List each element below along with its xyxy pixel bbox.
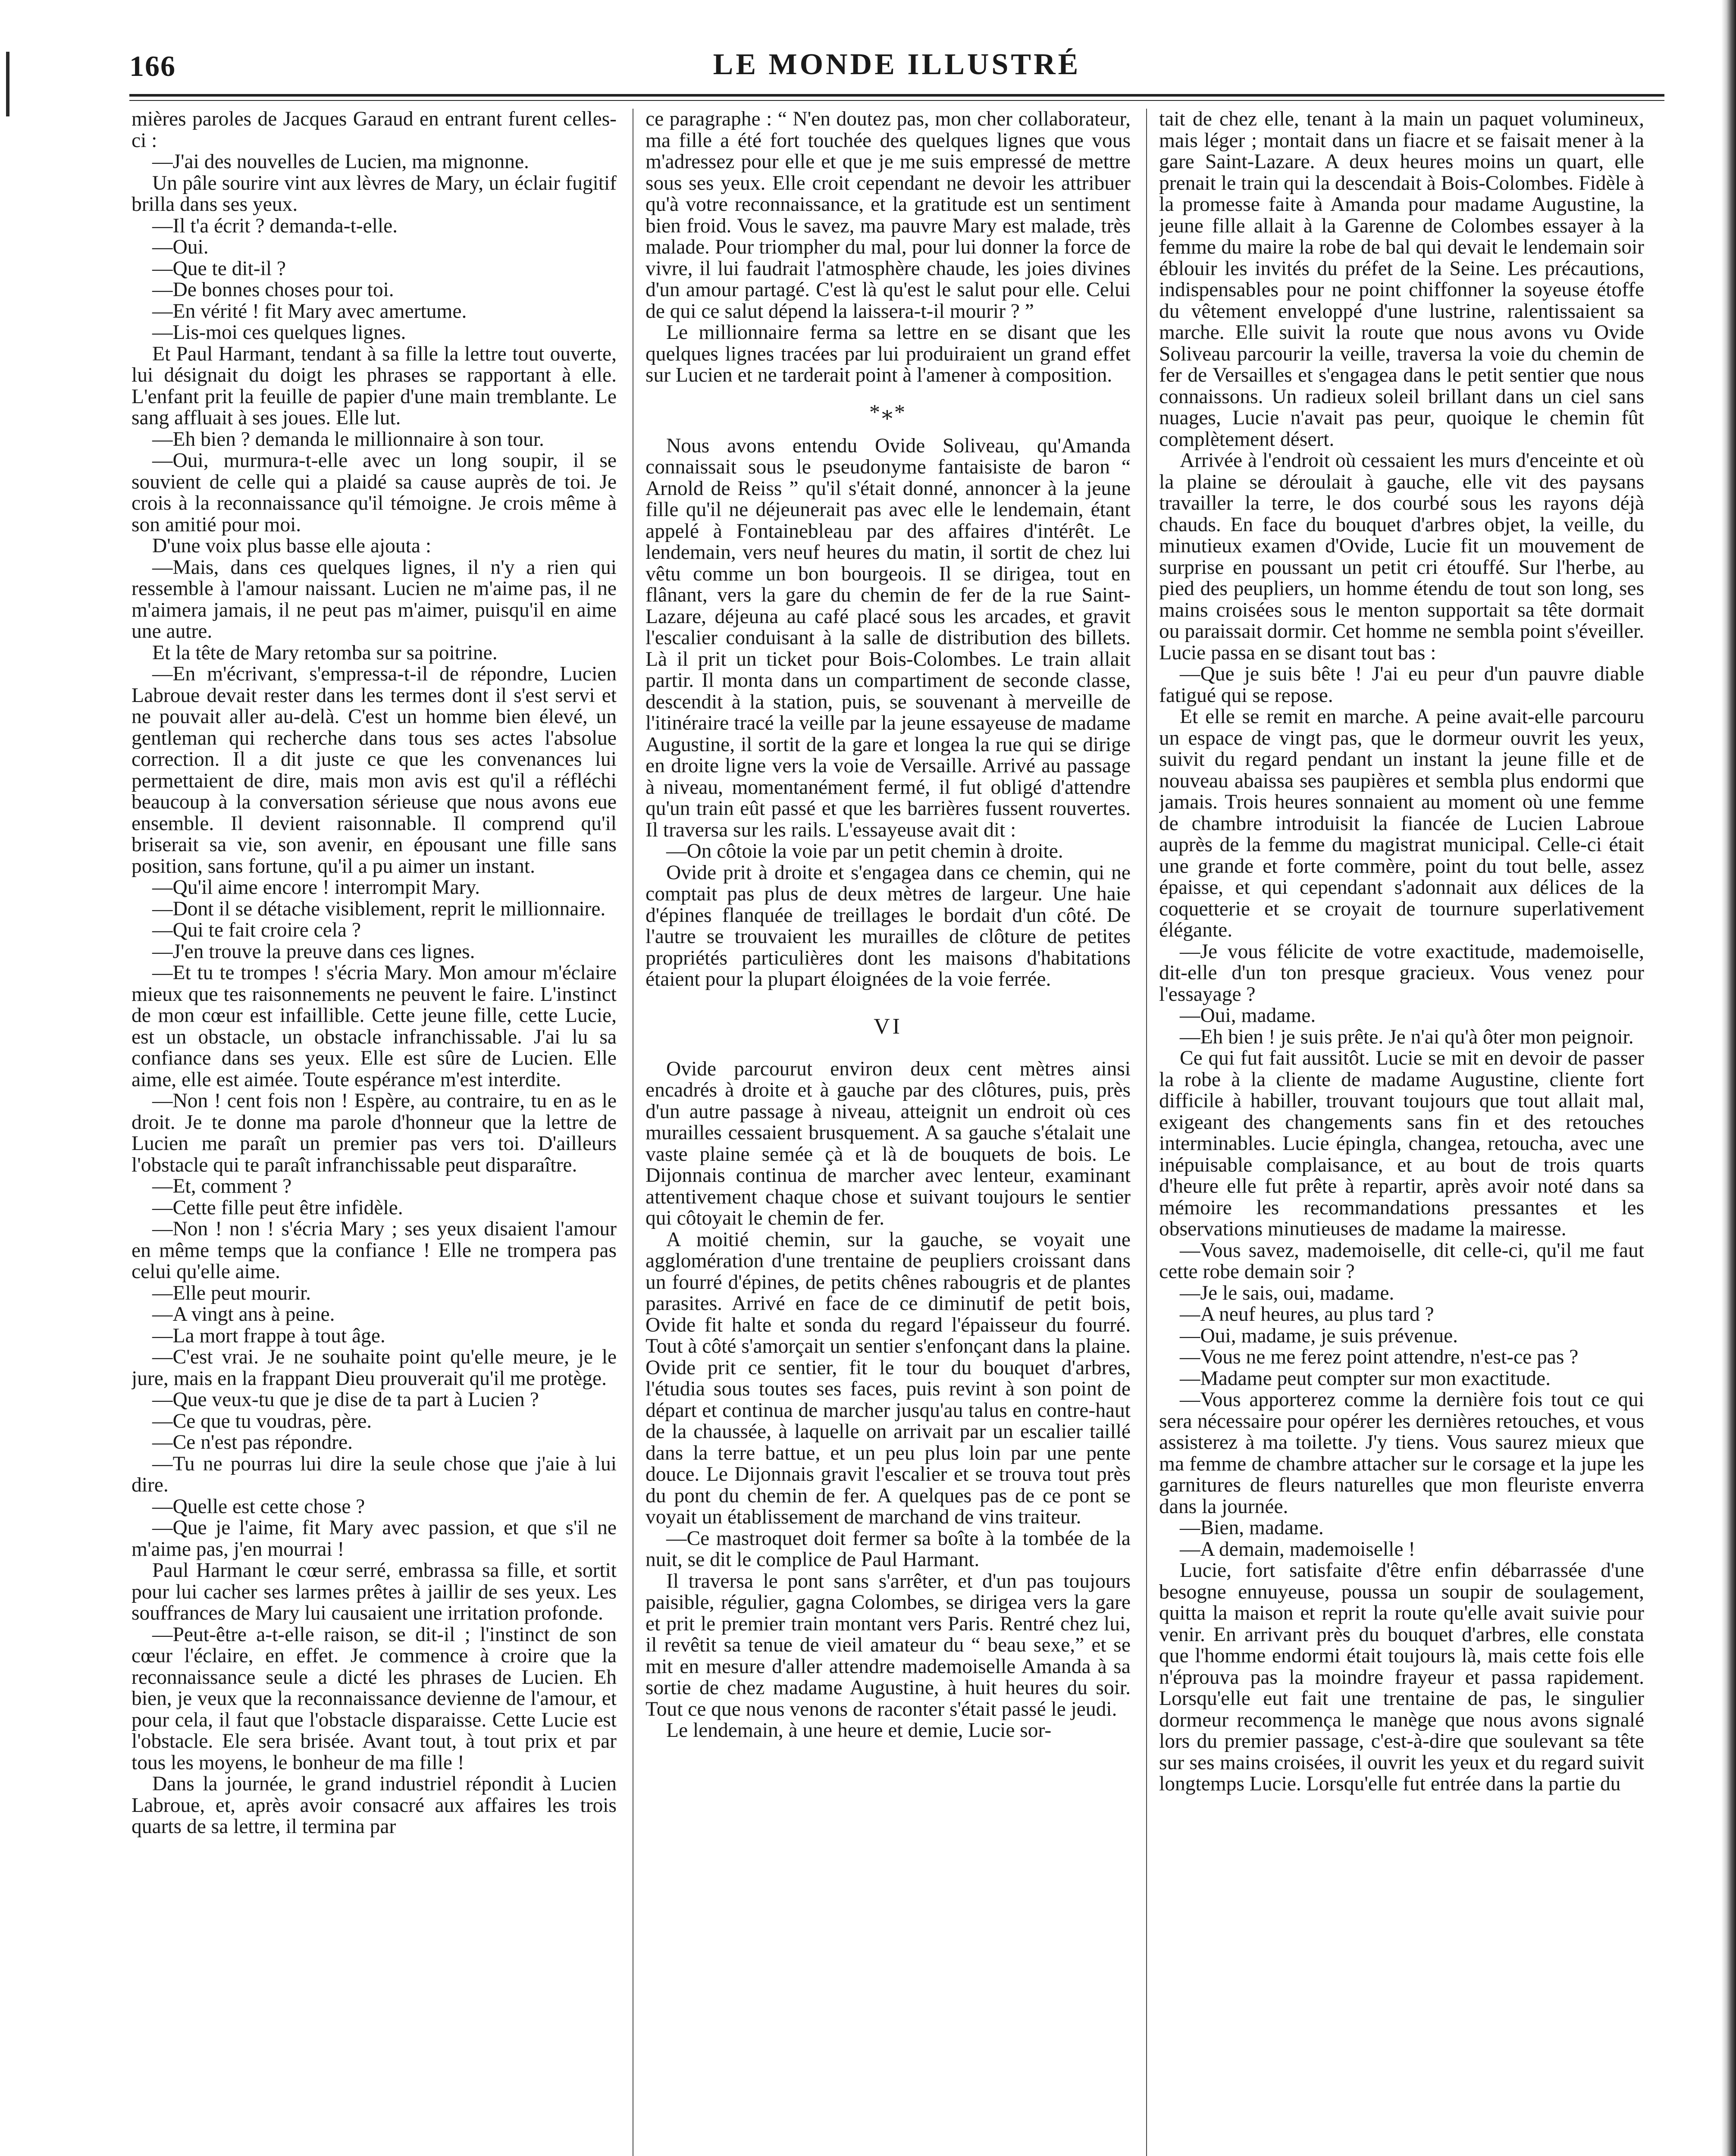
paragraph: —Madame peut compter sur mon exactitude. [1180, 1367, 1551, 1390]
paragraph: —Je le sais, oui, madame. [1180, 1282, 1394, 1304]
page-number: 166 [129, 50, 176, 82]
paragraph: —Dont il se détache visiblement, reprit le millionnaire. [152, 897, 606, 920]
paragraph: Et Paul Harmant, tendant à sa fille la lettre tout ouverte, lui désignait du doigt les phrases se rapportant à elle. L'enfant prit la feuille de papier d'une main tremblante. Le sang affluait à ses joues. Elle lut. [132, 342, 617, 429]
paragraph: —Que veux-tu que je dise de ta part à Lucien ? [152, 1388, 539, 1411]
paragraph: —Vous savez, mademoiselle, dit celle-ci, qu'il me faut cette robe demain soir ? [1159, 1239, 1644, 1283]
paragraph: —De bonnes choses pour toi. [152, 279, 394, 301]
paragraph: —Non ! non ! s'écria Mary ; ses yeux disaient l'amour en même temps que la confiance ! Elle ne trompera pas celui qu'elle aime. [132, 1218, 617, 1283]
paragraph: —A neuf heures, au plus tard ? [1180, 1303, 1434, 1326]
paragraph: —Oui. [152, 236, 209, 258]
paragraph: —Que je l'aime, fit Mary avec passion, et que s'il ne m'aime pas, j'en mourrai ! [132, 1517, 617, 1561]
paragraph: —Mais, dans ces quelques lignes, il n'y a rien qui ressemble à l'amour naissant. Lucien ne m'aime pas, il ne m'aimera jamais, il ne peut pas m'aimer, puisqu'il en aime une autre. [132, 556, 617, 642]
paragraph: —Ce n'est pas répondre. [152, 1431, 353, 1454]
paragraph: —En m'écrivant, s'empressa-t-il de répondre, Lucien Labroue devait rester dans les termes dont il s'est servi et ne pouvait aller au-delà. C'est un homme bien élevé, un gentleman qui recherche dans tous ses actes l'absolue correction. Il a dit juste ce que les convenances lui permettaient de dire, mais mon avis est qu'il a réfléchi beaucoup à la conversation sérieuse que nous avons eue ensemble. Il devient raisonnable. Il comprend qu'il briserait sa vie, son avenir, en épousant une fille sans position, sans fortune, qu'il a pu aimer un instant. [132, 663, 617, 877]
paragraph: —Il t'a écrit ? demanda-t-elle. [152, 214, 398, 237]
paragraph: ce paragraphe : “ N'en doutez pas, mon cher collaborateur, ma fille a été fort touchée des quelques lignes que vous m'adressez pour elle et que je me suis empressé de mettre sous ses yeux. Elle croit cependant ne devoir les attribuer qu'à votre reconnaissance, et la gratitude est un sentiment bien froid. Vous le savez, ma pauvre Mary est malade, très malade. Pour triompher du mal, pour lui donner la force de vivre, il lui faudrait l'atmosphère chaude, les joies divines d'un amour partagé. C'est là qu'est le salut pour elle. Celui de qui ce salut dépend la laissera-t-il mourir ? ” [646, 109, 1131, 323]
paragraph: —C'est vrai. Je ne souhaite point qu'elle meure, je le jure, mais en la frappant Dieu prouverait qu'il me protège. [132, 1346, 617, 1390]
paragraph: —Que te dit-il ? [152, 257, 286, 280]
column-divider [1146, 109, 1147, 2156]
paragraph: —Eh bien ! je suis prête. Je n'ai qu'à ôter mon peignoir. [1180, 1025, 1634, 1048]
paragraph: —Je vous félicite de votre exactitude, mademoiselle, dit-elle d'un ton presque gracieux. Vous venez pour l'essayage ? [1159, 940, 1644, 1006]
text-column-3 [1159, 109, 1644, 2156]
header-rule-thin [129, 100, 1664, 101]
paragraph: —Et tu te trompes ! s'écria Mary. Mon amour m'éclaire mieux que tes raisonnements ne peuvent le faire. L'instinct de mon cœur est infaillible. Cette jeune fille, cette Lucie, est un obstacle, un obstacle infranchissable. J'ai lu sa confiance dans ses yeux. Elle est sûre de Lucien. Elle aime, elle est aimée. Toute espérance m'est interdite. [132, 962, 617, 1091]
paragraph: —Que je suis bête ! J'ai eu peur d'un pauvre diable fatigué qui se repose. [1159, 663, 1644, 707]
paragraph: Lucie, fort satisfaite d'être enfin débarrassée d'une besogne ennuyeuse, poussa un soupir de soulagement, quitta la maison et reprit la route qu'elle avait suivie pour venir. En arrivant près du bouquet d'arbres, elle constata que l'homme endormi était toujours là, mais cette fois elle n'éprouva pas la moindre frayeur et passa rapidement. Lorsqu'elle eut fait une trentaine de pas, le singulier dormeur recommença le manège que nous avons signalé lors du premier passage, c'est-à-dire que soulevant sa tête sur ses mains croisées, il ouvrit les yeux et du regard suivit longtemps Lucie. Lorsqu'elle fut entrée dans la partie du [1159, 1559, 1644, 1795]
paragraph: —Qu'il aime encore ! interrompit Mary. [152, 876, 480, 899]
paragraph: D'une voix plus basse elle ajouta : [152, 535, 432, 557]
paragraph: Nous avons entendu Ovide Soliveau, qu'Amanda connaissait sous le pseudonyme fantaisiste de baron “ Arnold de Reiss ” qu'il s'était donné, annoncer à la jeune fille qu'il ne déjeunerait pas avec elle le lendemain, étant appelé à Fontainebleau par des affaires d'intérêt. Le lendemain, vers neuf heures du matin, il sortit de chez lui vêtu comme un bon bourgeois. Il se dirigea, tout en flânant, vers la gare du chemin de fer de la rue Saint-Lazare, déjeuna au café placé sous les arcades, et gravit l'escalier conduisant à la salle de distribution des billets. Là il prit un ticket pour Bois-Colombes. Le train allait partir. Il monta dans un compartiment de seconde classe, descendit à la station, puis, se souvenant à merveille de l'itinéraire tracé la veille par la jeune essayeuse de madame Augustine, il sortit de la gare et longea la rue qui se dirige en droite ligne vers la voie de Versaille. Arrivé au passage à niveau, momentanément fermé, il fut obligé d'attendre qu'un train eût passé et que les barrières fussent rouvertes. Il traversa sur les rails. L'essayeuse avait dit : [646, 434, 1131, 841]
paragraph: —Oui, madame, je suis prévenue. [1180, 1324, 1458, 1347]
paragraph: —Cette fille peut être infidèle. [152, 1196, 403, 1219]
paragraph: —En vérité ! fit Mary avec amertume. [152, 300, 467, 323]
paragraph: —Oui, murmura-t-elle avec un long soupir, il se souvient de celle qui a plaidé sa cause auprès de toi. Je crois à la reconnaissance qu'il témoigne. Je crois même à son amitié pour moi. [132, 449, 617, 536]
page-header [129, 43, 1664, 91]
paragraph: Et elle se remit en marche. A peine avait-elle parcouru un espace de vingt pas, que le dormeur ouvrit les yeux, suivit du regard pendant un instant la jeune fille et de nouveau abaissa ses paupières et sembla plus endormi que jamais. Trois heures sonnaient au moment où une femme de chambre introduisit la fiancée de Lucien Labroue auprès de la femme du magistrat municipal. Celle-ci était une grande et forte commère, point du tout belle, assez épaisse, et qui cependant s'adonnait aux délices de la coquetterie et se croyait de tournure superlativement élégante. [1159, 705, 1644, 941]
paragraph: —Eh bien ? demanda le millionnaire à son tour. [152, 428, 544, 451]
paragraph: —Qui te fait croire cela ? [152, 919, 361, 941]
text-column-2 [646, 109, 1131, 2156]
paragraph: —J'en trouve la preuve dans ces lignes. [152, 940, 475, 963]
paragraph: —Elle peut mourir. [152, 1282, 311, 1304]
paragraph: —Ce que tu voudras, père. [152, 1410, 372, 1432]
paragraph: —A demain, mademoiselle ! [1180, 1538, 1416, 1561]
paragraph: Ovide parcourut environ deux cent mètres ainsi encadrés à droite et à gauche par des clôtures, puis, près d'un autre passage à niveau, atteignit un endroit où ces murailles cessaient brusquement. A sa gauche s'étalait une vaste plaine semée çà et là de bouquets de bois. Le Dijonnais continua de marcher avec lenteur, examinant attentivement chaque chose et suivant toujours le sentier qui côtoyait le chemin de fer. [646, 1057, 1131, 1229]
section-asterism: *⁎* [869, 399, 907, 424]
masthead-title: LE MONDE ILLUSTRÉ [713, 48, 1081, 81]
paragraph: Un pâle sourire vint aux lèvres de Mary, un éclair fugitif brilla dans ses yeux. [132, 172, 617, 216]
paragraph: —On côtoie la voie par un petit chemin à droite. [666, 840, 1063, 862]
paragraph: Le lendemain, à une heure et demie, Lucie sor- [666, 1719, 1052, 1742]
paragraph: —La mort frappe à tout âge. [152, 1324, 385, 1347]
header-rule [129, 94, 1664, 97]
paragraph: Ce qui fut fait aussitôt. Lucie se mit en devoir de passer la robe à la cliente de madame Augustine, cliente fort difficile à habiller, trouvant toujours que tout allait mal, exigeant des changements sans fin et des retouches interminables. Lucie épingla, changea, retoucha, avec une inépuisable complaisance, et au bout de trois quarts d'heure elle fut prête à repartir, après avoir noté dans sa mémoire les recommandations pressantes et les observations minutieuses de madame la mairesse. [1159, 1047, 1644, 1240]
paragraph: —Non ! cent fois non ! Espère, au contraire, tu en as le droit. Je te donne ma parole d'honneur que la lettre de Lucien me paraît un premier pas vers toi. D'ailleurs l'obstacle qui te paraît infranchissable peut disparaître. [132, 1090, 617, 1176]
text-column-1 [132, 109, 617, 2156]
paragraph: —J'ai des nouvelles de Lucien, ma mignonne. [152, 150, 529, 173]
page-edge-mark [6, 52, 9, 116]
paragraph: —Et, comment ? [152, 1175, 292, 1197]
paragraph: —Bien, madame. [1180, 1517, 1324, 1539]
paragraph: —Vous ne me ferez point attendre, n'est-ce pas ? [1180, 1346, 1579, 1368]
paragraph: Paul Harmant le cœur serré, embrassa sa fille, et sortit pour lui cacher ses larmes prêtes à jaillir de ses yeux. Les souffrances de Mary lui causaient une irritation profonde. [132, 1559, 617, 1624]
paragraph: tait de chez elle, tenant à la main un paquet volumineux, mais léger ; montait dans un fiacre et se faisait mener à la gare Saint-Lazare. A deux heures moins un quart, elle prenait le train qui la descendait à Bois-Colombes. Fidèle à la promesse faite à Amanda pour madame Augustine, la jeune fille allait à la Garenne de Colombes essayer à la femme du maire la robe de bal qui devait le lendemain soir éblouir les invités du préfet de la Seine. Les précautions, indispensables pour ne point chiffonner la soyeuse étoffe du vêtement enveloppé d'une lustrine, ralentissaient sa marche. Elle suivit la route que nous avons vu Ovide Soliveau parcourir la veille, traversa la voie du chemin de fer de Versailles et s'engagea dans le petit sentier que nous connaissons. Un radieux soleil brillant dans un ciel sans nuages, Lucie n'avait pas peur, quoique le chemin fût complètement désert. [1159, 109, 1644, 451]
paragraph: —Ce mastroquet doit fermer sa boîte à la tombée de la nuit, se dit le complice de Paul Harmant. [646, 1527, 1131, 1571]
paragraph: mières paroles de Jacques Garaud en entrant furent celles-ci : [132, 109, 617, 152]
paragraph: —Peut-être a-t-elle raison, se dit-il ; l'instinct de son cœur l'éclaire, en effet. Je commence à croire que la reconnaissance seule a dicté les phrases de Lucien. Eh bien, je veux que la reconnaissance devienne de l'amour, et pour cela, il faut que l'obstacle disparaisse. Cette Lucie est l'obstacle. Ele sera brisée. Avant tout, à tout prix et par tous les moyens, le bonheur de ma fille ! [132, 1623, 617, 1774]
paragraph: —A vingt ans à peine. [152, 1303, 335, 1326]
paragraph: Et la tête de Mary retomba sur sa poitrine. [152, 641, 498, 664]
paragraph: Il traversa le pont sans s'arrêter, et d'un pas toujours paisible, régulier, gagna Colombes, se dirigea vers la gare et prit le premier train montant vers Paris. Rentré chez lui, il revêtit sa tenue de vieil amateur du “ beau sexe,” et se mit en mesure d'aller attendre mademoiselle Amanda à sa sortie de chez madame Augustine, à huit heures du soir. Tout ce que nous venons de raconter s'était passé le jeudi. [646, 1570, 1131, 1720]
paragraph: —Quelle est cette chose ? [152, 1495, 365, 1518]
paragraph: —Tu ne pourras lui dire la seule chose que j'aie à lui dire. [132, 1452, 617, 1496]
paragraph: Le millionnaire ferma sa lettre en se disant que les quelques lignes tracées par lui produiraient un grand effet sur Lucien et ne tarderait point à l'amener à composition. [646, 321, 1131, 386]
paragraph: Ovide prit à droite et s'engagea dans ce chemin, qui ne comptait pas plus de deux mètres de largeur. Une haie d'épines flanquée de treillages le bordait d'un côté. De l'autre se trouvaient les murailles de clôture de petites propriétés particulières dont les maisons d'habitations étaient pour la plupart éloignées de la voie ferrée. [646, 861, 1131, 990]
paragraph: —Vous apporterez comme la dernière fois tout ce qui sera nécessaire pour opérer les dernières retouches, et vous assisterez à ma toilette. J'y tiens. Vous saurez mieux que ma femme de chambre attacher sur le corsage et la jupe les garnitures de fleurs naturelles que mon fleuriste enverra dans la journée. [1159, 1388, 1644, 1518]
paragraph: Dans la journée, le grand industriel répondit à Lucien Labroue, et, après avoir consacré aux affaires les trois quarts de sa lettre, il termina par [132, 1773, 617, 1838]
paragraph: A moitié chemin, sur la gauche, se voyait une agglomération d'une trentaine de peupliers croissant dans un fourré d'épines, de petits chênes rabougris et de plantes parasites. Arrivé en face de ce diminutif de petit bois, Ovide fit halte et sonda du regard l'épaisseur du fourré. Tout à côté s'amorçait un sentier s'enfonçant dans la plaine. Ovide prit ce sentier, fit le tour du bouquet d'arbres, l'étudia sous toutes ses faces, puis revint à son point de départ et continua de marcher jusqu'au talus en contre-haut de la chaussée, à laquelle on arrivait par un escalier taillé dans la terre battue, et un peu plus loin par une pente douce. Le Dijonnais gravit l'escalier et se trouva tout près du pont du chemin de fer. A quelques pas de ce pont se voyait un établissement de marchand de vins traiteur. [646, 1228, 1131, 1528]
paragraph: Arrivée à l'endroit où cessaient les murs d'enceinte et où la plaine se déroulait à gauche, elle vit des paysans travailler la terre, le dos courbé sous les rayons déjà chauds. En face du bouquet d'arbres objet, la veille, du minutieux examen d'Ovide, Lucie fit un mouvement de surprise en poussant un petit cri étouffé. Sur l'herbe, au pied des peupliers, un homme étendu de tout son long, ses mains croisées sous le menton supportait sa tête dormait ou paraissait dormir. Cet homme ne sembla point s'éveiller. Lucie passa en se disant tout bas : [1159, 449, 1644, 664]
paragraph: —Lis-moi ces quelques lignes. [152, 321, 406, 344]
paragraph: —Oui, madame. [1180, 1004, 1316, 1027]
page-binding-edge [1721, 0, 1736, 2156]
chapter-heading: VI [874, 1014, 902, 1039]
